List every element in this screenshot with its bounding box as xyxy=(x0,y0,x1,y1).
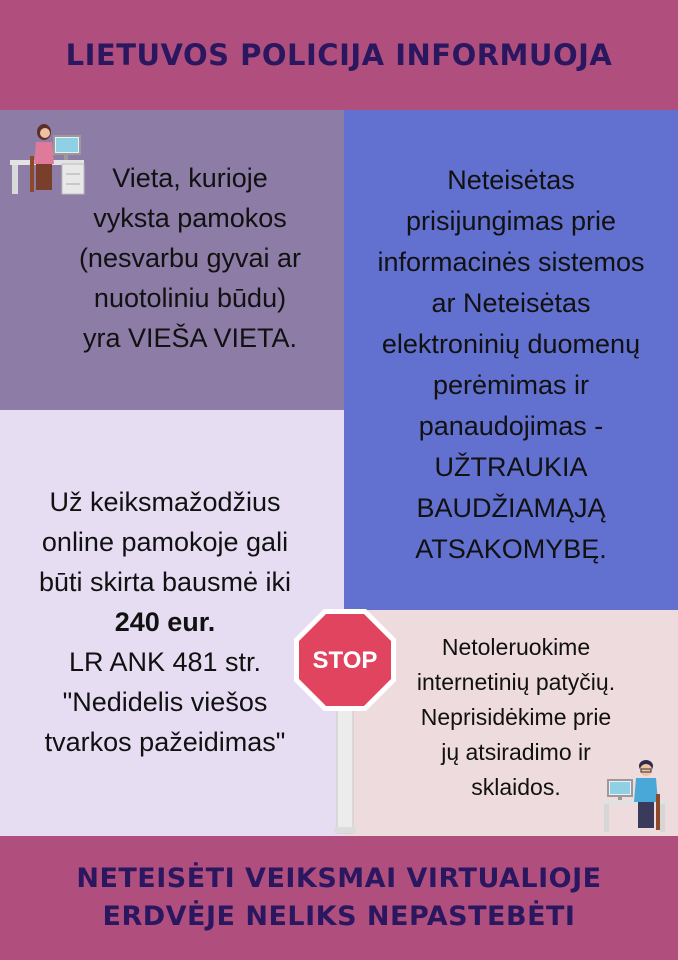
text-line: BAUDŽIAMĄJĄ xyxy=(416,493,606,523)
text-line: ar Neteisėtas xyxy=(431,288,591,318)
stop-sign-label: STOP xyxy=(312,647,378,674)
footer-line: NETEISĖTI VEIKSMAI VIRTUALIOJE xyxy=(76,863,602,894)
man-at-computer-icon xyxy=(600,754,670,834)
text-line: Netoleruokime xyxy=(441,634,591,660)
text-line: elektroninių duomenų xyxy=(381,329,641,359)
footer-banner xyxy=(0,836,678,960)
text-line: Neprisidėkime prie xyxy=(420,704,612,730)
fine-text xyxy=(20,482,310,762)
text-line: LR ANK 481 str. xyxy=(68,647,262,677)
text-line: (nesvarbu gyvai ar xyxy=(78,243,302,273)
text-line: Vieta, kurioje xyxy=(112,163,268,193)
text-line: yra VIEŠA VIETA. xyxy=(82,323,298,353)
text-line: sklaidos. xyxy=(471,774,561,800)
fine-amount: 240 eur. xyxy=(114,607,216,637)
public-place-text xyxy=(50,158,330,358)
text-line: vyksta pamokos xyxy=(93,203,287,233)
text-line: online pamokoje gali xyxy=(41,527,289,557)
text-line: "Nedidelis viešos xyxy=(62,687,268,717)
text-line: Už keiksmažodžius xyxy=(49,487,281,517)
text-line: ATSAKOMYBĘ. xyxy=(415,534,607,564)
criminal-liability-text xyxy=(344,160,678,570)
text-line: perėmimas ir xyxy=(432,370,590,400)
text-line: būti skirta bausmė iki xyxy=(38,567,292,597)
text-line: informacinės sistemos xyxy=(377,247,645,277)
text-line: nuotoliniu būdu) xyxy=(93,283,287,313)
text-line: UŽTRAUKIA xyxy=(434,452,588,482)
text-line: tvarkos pažeidimas" xyxy=(44,727,286,757)
text-line: prisijungimas prie xyxy=(405,206,617,236)
page-title: LIETUVOS POLICIJA INFORMUOJA xyxy=(65,38,613,72)
footer-line: ERDVĖJE NELIKS NEPASTEBĖTI xyxy=(102,901,576,932)
text-line: internetinių patyčių. xyxy=(416,669,616,695)
text-line: jų atsiradimo ir xyxy=(441,739,591,765)
header-banner xyxy=(0,0,678,110)
text-line: Neteisėtas xyxy=(447,165,575,195)
text-line: panaudojimas - xyxy=(418,411,604,441)
